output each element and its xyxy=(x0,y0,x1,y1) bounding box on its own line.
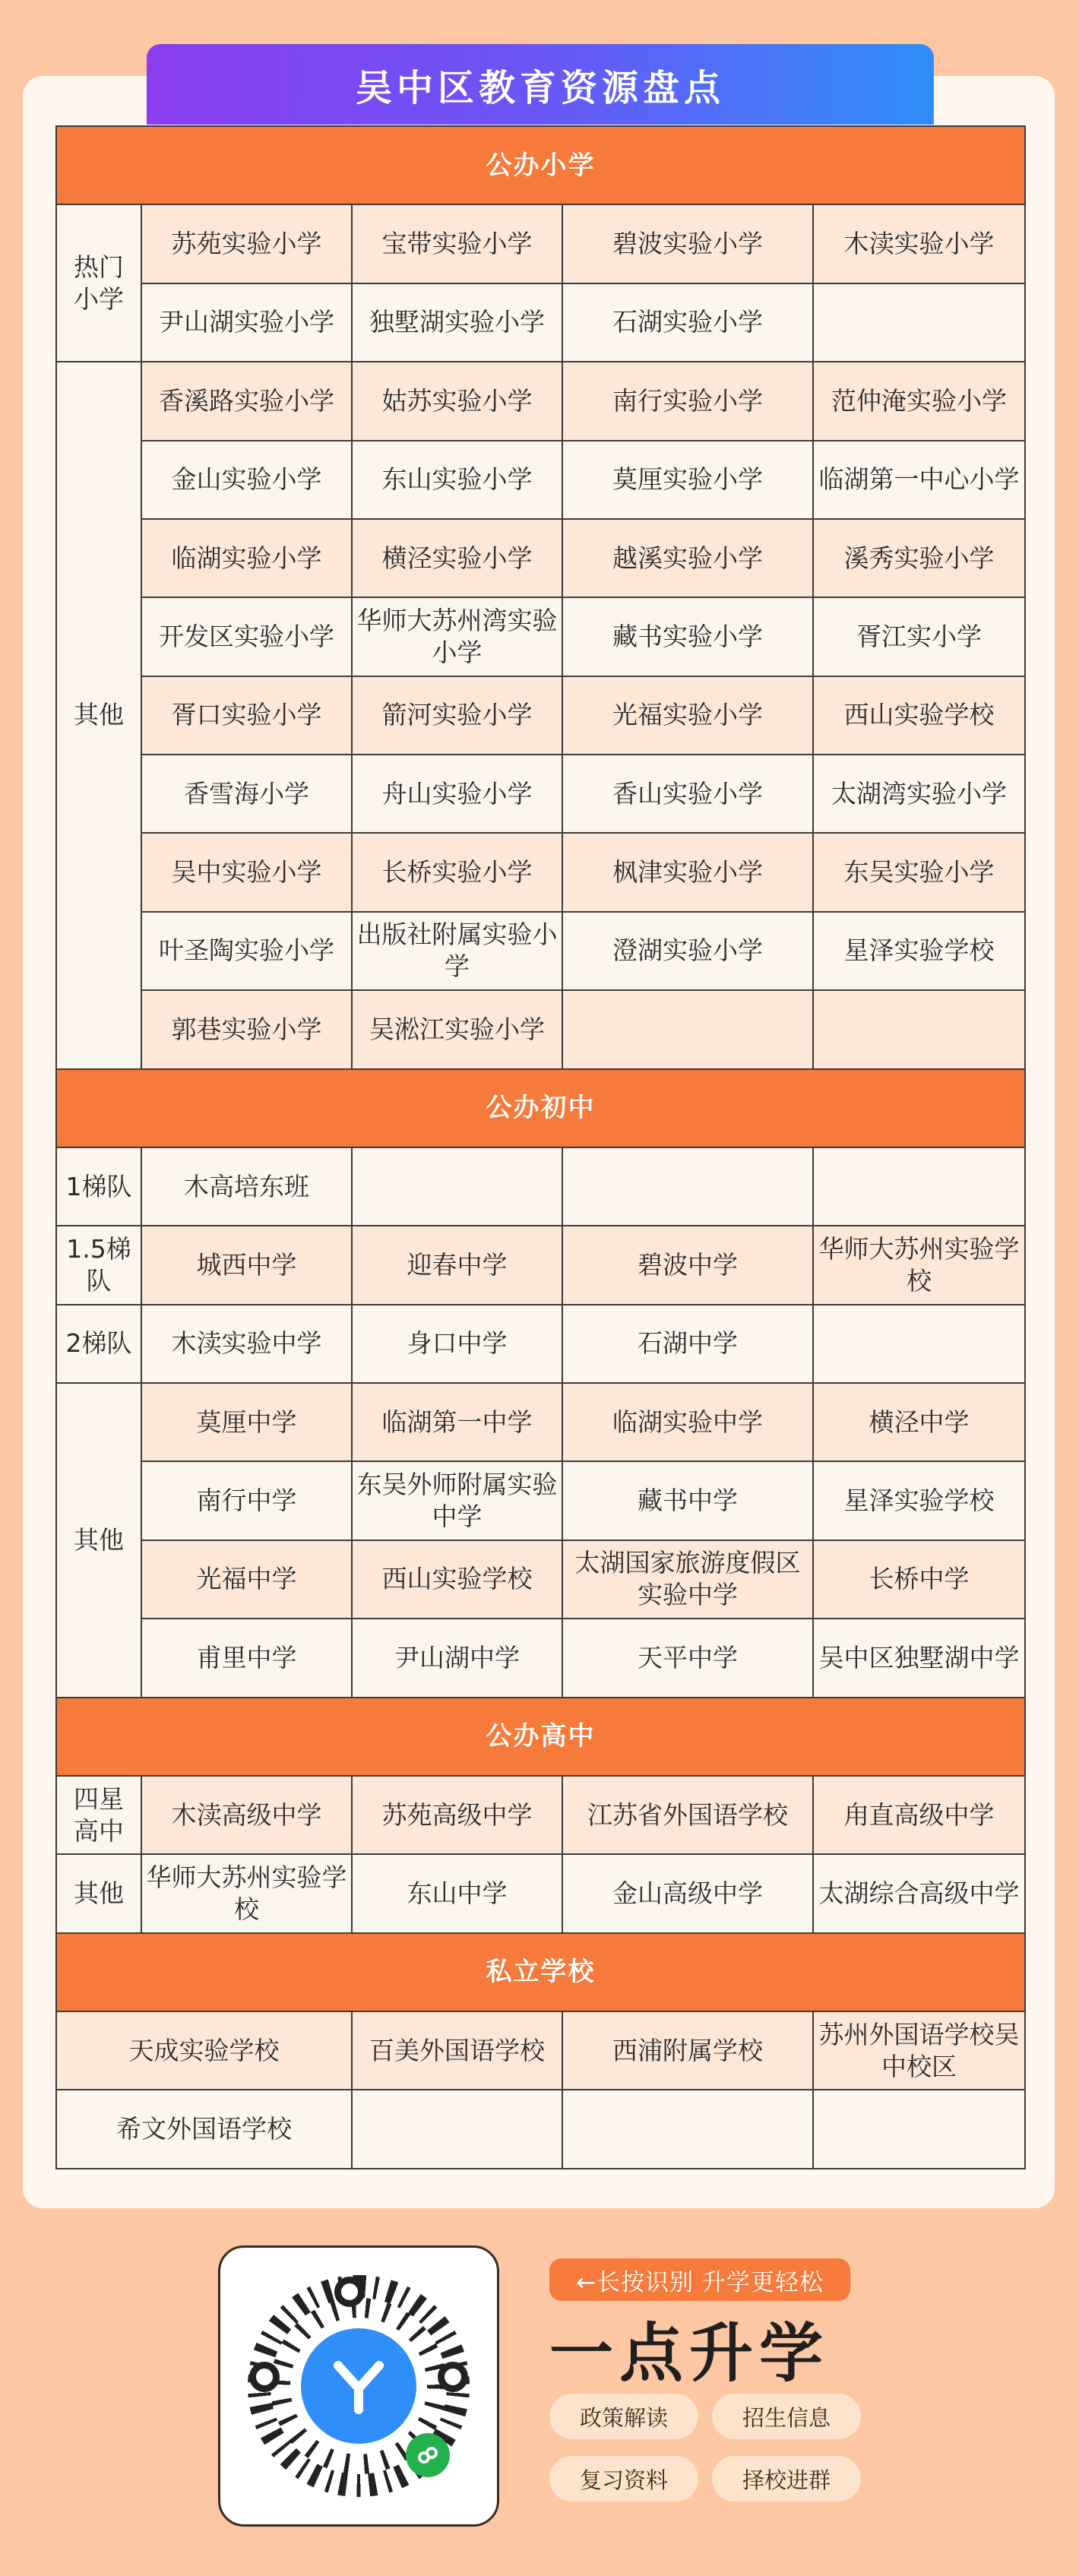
school-cell: 西浦附属学校 xyxy=(562,2011,813,2090)
table-row xyxy=(56,1540,1025,1619)
policy-button[interactable]: 政策解读 xyxy=(549,2394,698,2439)
school-cell: 华师大苏州实验学校 xyxy=(141,1854,352,1932)
school-cell: 叶圣陶实验小学 xyxy=(141,912,352,990)
enrollment-info-button[interactable]: 招生信息 xyxy=(712,2394,861,2439)
school-cell: 胥江实小学 xyxy=(813,597,1025,676)
table-row xyxy=(56,1147,1025,1226)
review-materials-button[interactable]: 复习资料 xyxy=(549,2456,698,2502)
school-cell xyxy=(813,283,1025,362)
school-cell xyxy=(562,2090,813,2169)
table-row xyxy=(56,912,1025,990)
junior-header-row xyxy=(56,1069,1025,1147)
school-cell: 枫津实验小学 xyxy=(562,833,813,911)
table-row xyxy=(56,2090,1025,2169)
table-row xyxy=(56,990,1025,1068)
school-cell: 溪秀实验小学 xyxy=(813,519,1025,597)
school-cell: 身口中学 xyxy=(352,1305,562,1383)
school-cell: 金山实验小学 xyxy=(141,441,352,519)
school-cell: 临湖实验小学 xyxy=(141,519,352,597)
school-cell: 东吴实验小学 xyxy=(813,833,1025,911)
table-row xyxy=(56,1461,1025,1540)
table-row xyxy=(56,1383,1025,1461)
school-cell: 碧波实验小学 xyxy=(562,204,813,283)
school-cell xyxy=(352,1147,562,1226)
school-cell: 光福实验小学 xyxy=(562,676,813,755)
table-row xyxy=(56,676,1025,755)
table-row xyxy=(56,1305,1025,1383)
school-cell: 出版社附属实验小学 xyxy=(352,912,562,990)
school-cell: 横泾实验小学 xyxy=(352,519,562,597)
school-cell: 临湖实验中学 xyxy=(562,1383,813,1461)
school-cell: 长桥中学 xyxy=(813,1540,1025,1619)
school-cell: 南行中学 xyxy=(141,1461,352,1540)
group-label: 四星 高中 xyxy=(56,1776,141,1854)
school-cell: 范仲淹实验小学 xyxy=(813,362,1025,440)
school-cell xyxy=(813,1147,1025,1226)
table-row xyxy=(56,833,1025,911)
school-cell xyxy=(813,990,1025,1068)
table-row xyxy=(56,519,1025,597)
senior-heading: 公办高中 xyxy=(56,1698,1025,1776)
school-cell: 东山实验小学 xyxy=(352,441,562,519)
school-cell: 胥口实验小学 xyxy=(141,676,352,755)
group-label: 其他 xyxy=(56,1854,141,1932)
school-cell xyxy=(562,1147,813,1226)
school-cell: 碧波中学 xyxy=(562,1226,813,1304)
school-cell: 江苏省外国语学校 xyxy=(562,1776,813,1854)
table-row xyxy=(56,2011,1025,2090)
school-cell: 西山实验学校 xyxy=(813,676,1025,755)
senior-header-row xyxy=(56,1698,1025,1776)
primary-heading: 公办小学 xyxy=(56,126,1025,204)
school-cell: 太湖湾实验小学 xyxy=(813,755,1025,833)
school-cell xyxy=(562,990,813,1068)
junior-heading: 公办初中 xyxy=(56,1069,1025,1147)
school-cell: 吴中实验小学 xyxy=(141,833,352,911)
school-cell: 甫里中学 xyxy=(141,1619,352,1697)
school-cell: 临湖第一中学 xyxy=(352,1383,562,1461)
school-cell: 莫厘实验小学 xyxy=(562,441,813,519)
school-cell: 华师大苏州实验学校 xyxy=(813,1226,1025,1304)
school-cell: 苏苑实验小学 xyxy=(141,204,352,283)
school-cell: 郭巷实验小学 xyxy=(141,990,352,1068)
school-cell xyxy=(813,2090,1025,2169)
school-cell: 吴中区独墅湖中学 xyxy=(813,1619,1025,1697)
school-cell: 香溪路实验小学 xyxy=(141,362,352,440)
school-cell: 天平中学 xyxy=(562,1619,813,1697)
school-cell: 苏苑高级中学 xyxy=(352,1776,562,1854)
school-cell: 百美外国语学校 xyxy=(352,2011,562,2090)
school-cell: 姑苏实验小学 xyxy=(352,362,562,440)
school-cell: 木高培东班 xyxy=(141,1147,352,1226)
school-cell: 尹山湖中学 xyxy=(352,1619,562,1697)
table-row xyxy=(56,597,1025,676)
school-cell: 木渎高级中学 xyxy=(141,1776,352,1854)
school-cell: 长桥实验小学 xyxy=(352,833,562,911)
private-heading: 私立学校 xyxy=(56,1933,1025,2011)
school-cell: 希文外国语学校 xyxy=(56,2090,352,2169)
table-row xyxy=(56,1776,1025,1854)
primary-header-row xyxy=(56,126,1025,204)
table-row xyxy=(56,1226,1025,1304)
title-banner xyxy=(147,44,934,125)
school-cell: 木渎实验小学 xyxy=(813,204,1025,283)
school-cell: 迎春中学 xyxy=(352,1226,562,1304)
school-cell: 藏书实验小学 xyxy=(562,597,813,676)
school-cell: 开发区实验小学 xyxy=(141,597,352,676)
school-cell: 苏州外国语学校吴中校区 xyxy=(813,2011,1025,2090)
school-cell: 太湖综合高级中学 xyxy=(813,1854,1025,1932)
mini-program-icon xyxy=(406,2433,450,2477)
school-cell: 金山高级中学 xyxy=(562,1854,813,1932)
school-cell: 西山实验学校 xyxy=(352,1540,562,1619)
school-cell: 木渎实验中学 xyxy=(141,1305,352,1383)
group-label: 1.5梯队 xyxy=(56,1226,141,1304)
school-cell: 太湖国家旅游度假区实验中学 xyxy=(562,1540,813,1619)
table-row xyxy=(56,362,1025,440)
school-cell: 星泽实验学校 xyxy=(813,1461,1025,1540)
brand-name: 一点升学 xyxy=(549,2315,830,2391)
school-cell: 临湖第一中心小学 xyxy=(813,441,1025,519)
school-cell: 东吴外师附属实验中学 xyxy=(352,1461,562,1540)
school-cell: 尹山湖实验小学 xyxy=(141,283,352,362)
group-label: 2梯队 xyxy=(56,1305,141,1383)
school-cell: 莫厘中学 xyxy=(141,1383,352,1461)
school-cell: 横泾中学 xyxy=(813,1383,1025,1461)
scan-hint: ←长按识别 升学更轻松 xyxy=(549,2258,850,2301)
group-label: 热门 小学 xyxy=(56,204,141,362)
brand-logo-icon xyxy=(301,2328,416,2444)
table-row xyxy=(56,1619,1025,1697)
school-cell: 南行实验小学 xyxy=(562,362,813,440)
table-row xyxy=(56,755,1025,833)
school-cell: 越溪实验小学 xyxy=(562,519,813,597)
school-cell: 澄湖实验小学 xyxy=(562,912,813,990)
private-header-row xyxy=(56,1933,1025,2011)
school-cell: 舟山实验小学 xyxy=(352,755,562,833)
school-cell: 香山实验小学 xyxy=(562,755,813,833)
group-label: 其他 xyxy=(56,1383,141,1698)
school-cell: 石湖实验小学 xyxy=(562,283,813,362)
school-cell: 香雪海小学 xyxy=(141,755,352,833)
school-cell: 吴淞江实验小学 xyxy=(352,990,562,1068)
school-cell: 星泽实验学校 xyxy=(813,912,1025,990)
school-cell xyxy=(352,2090,562,2169)
school-cell: 城西中学 xyxy=(141,1226,352,1304)
join-group-button[interactable]: 择校进群 xyxy=(712,2456,861,2502)
school-table xyxy=(55,125,1026,2169)
qr-code[interactable] xyxy=(218,2245,499,2527)
school-cell: 华师大苏州湾实验小学 xyxy=(352,597,562,676)
school-cell: 光福中学 xyxy=(141,1540,352,1619)
school-cell: 天成实验学校 xyxy=(56,2011,352,2090)
table-row xyxy=(56,283,1025,362)
school-cell: 宝带实验小学 xyxy=(352,204,562,283)
school-cell: 独墅湖实验小学 xyxy=(352,283,562,362)
group-label: 其他 xyxy=(56,362,141,1068)
school-cell: 东山中学 xyxy=(352,1854,562,1932)
school-cell: 石湖中学 xyxy=(562,1305,813,1383)
page-title: 吴中区教育资源盘点 xyxy=(355,66,725,109)
school-cell xyxy=(813,1305,1025,1383)
school-cell: 箭河实验小学 xyxy=(352,676,562,755)
table-row xyxy=(56,441,1025,519)
school-cell: 藏书中学 xyxy=(562,1461,813,1540)
group-label: 1梯队 xyxy=(56,1147,141,1226)
table-row xyxy=(56,1854,1025,1932)
table-row xyxy=(56,204,1025,283)
school-cell: 甪直高级中学 xyxy=(813,1776,1025,1854)
